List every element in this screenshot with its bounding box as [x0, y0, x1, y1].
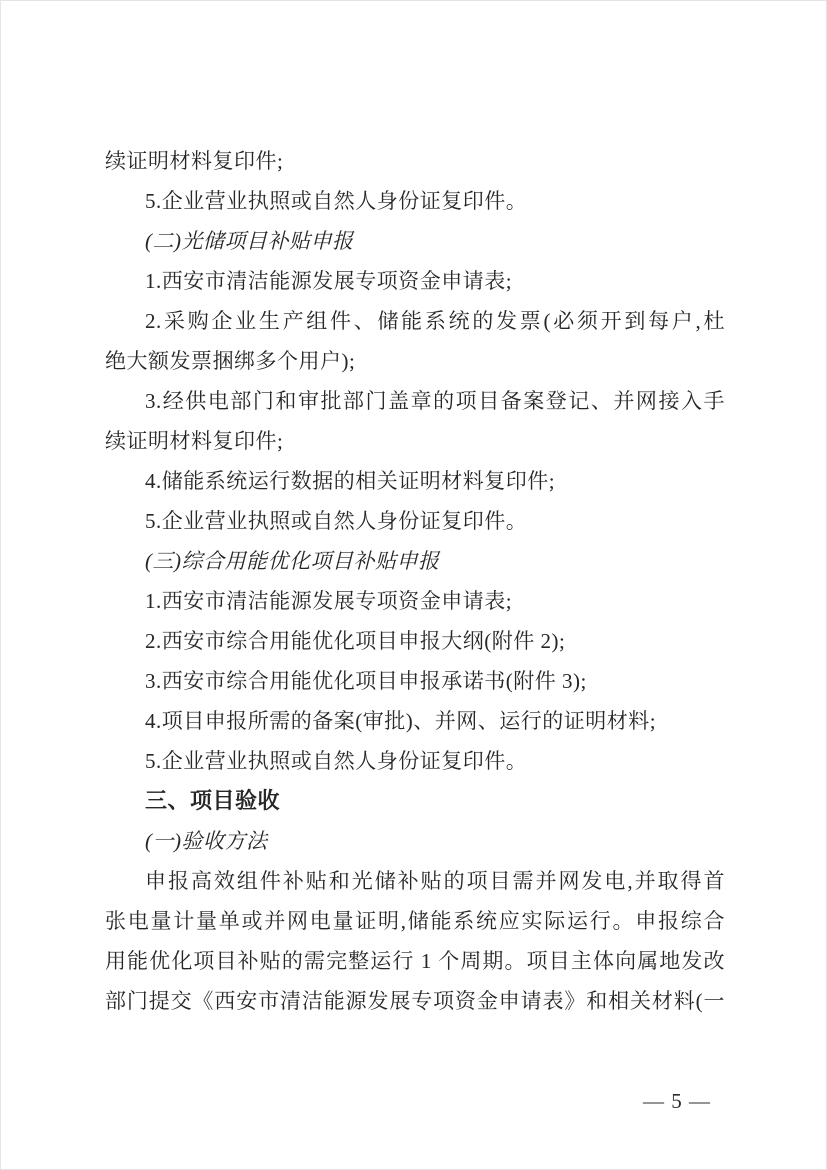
paragraph-line: 用能优化项目补贴的需完整运行 1 个周期。项目主体向属地发改	[105, 949, 725, 973]
paragraph-line: 2.采购企业生产组件、储能系统的发票(必须开到每户,杜	[145, 309, 725, 333]
paragraph-line: 张电量计量单或并网电量证明,储能系统应实际运行。申报综合	[105, 909, 725, 933]
subsection-heading: (三)综合用能优化项目补贴申报	[145, 549, 440, 573]
paragraph-line: 续证明材料复印件;	[105, 429, 284, 453]
paragraph-line: 3.西安市综合用能优化项目申报承诺书(附件 3);	[145, 669, 587, 693]
subsection-heading: (一)验收方法	[145, 829, 268, 853]
paragraph-line: 5.企业营业执照或自然人身份证复印件。	[145, 749, 528, 773]
paragraph-line: 4.储能系统运行数据的相关证明材料复印件;	[145, 469, 556, 493]
paragraph-line: 4.项目申报所需的备案(审批)、并网、运行的证明材料;	[145, 709, 657, 733]
paragraph-line: 5.企业营业执照或自然人身份证复印件。	[145, 509, 528, 533]
subsection-heading: (二)光储项目补贴申报	[145, 229, 354, 253]
paragraph-line: 部门提交《西安市清洁能源发展专项资金申请表》和相关材料(一	[105, 989, 725, 1013]
paragraph-line: 绝大额发票捆绑多个用户);	[105, 349, 356, 373]
paragraph-line: 申报高效组件补贴和光储补贴的项目需并网发电,并取得首	[145, 869, 725, 893]
page-number: — 5 —	[643, 1089, 711, 1113]
paragraph-line: 5.企业营业执照或自然人身份证复印件。	[145, 189, 528, 213]
paragraph-line: 2.西安市综合用能优化项目申报大纲(附件 2);	[145, 629, 566, 653]
paragraph-line: 1.西安市清洁能源发展专项资金申请表;	[145, 589, 513, 613]
section-heading: 三、项目验收	[145, 788, 281, 813]
paragraph-line: 续证明材料复印件;	[105, 149, 284, 173]
document-body	[105, 141, 725, 1021]
paragraph-line: 3.经供电部门和审批部门盖章的项目备案登记、并网接入手	[145, 389, 725, 413]
paragraph-line: 1.西安市清洁能源发展专项资金申请表;	[145, 269, 513, 293]
